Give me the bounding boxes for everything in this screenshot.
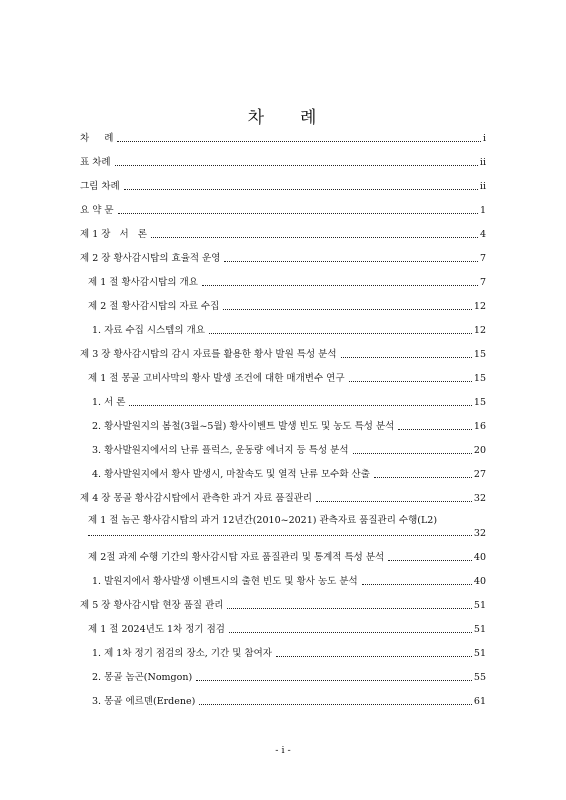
leader-dots [115,163,478,166]
toc-entry[interactable] [80,129,486,145]
toc-entry-label: 3. 몽골 에르덴(Erdene) [92,696,196,707]
toc-entry-label: 제 2절 과제 수행 기간의 황사감시탑 자료 품질관리 및 통계적 특성 분석 [88,552,385,563]
toc-entry-page: 7 [479,253,486,264]
toc-entry-label: 그림 차례 [80,181,120,192]
toc-entry-page: 27 [473,469,486,480]
toc-entry[interactable] [88,548,486,564]
toc-entry-page: 40 [473,552,486,563]
toc-entry-label: 제 1 절 놈곤 황사감시탑의 과거 12년간(2010~2021) 관측자료 품질관리 수행(L2) [88,515,438,526]
leader-dots [117,139,481,142]
toc-entry[interactable] [80,596,486,612]
leader-dots [349,379,472,382]
toc-title [0,103,566,128]
toc-entry-label: 1. 발원지에서 황사발생 이벤트시의 출현 빈도 및 황사 농도 분석 [92,576,358,587]
leader-dots [209,331,472,334]
toc-entry-page: 15 [473,373,486,384]
toc-entry[interactable] [88,369,486,385]
toc-entry-label: 1. 자료 수집 시스템의 개요 [92,325,205,336]
leader-dots [388,558,472,561]
toc-entry-label: 제 1 절 2024년도 1차 정기 점검 [88,624,225,635]
toc-entry-label: 제 2 절 황사감시탑의 자료 수집 [88,301,220,312]
leader-dots [362,582,472,585]
toc-entry[interactable] [92,572,486,588]
toc-entry-label: 차 례 [80,133,114,144]
leader-dots [196,678,472,681]
toc-entry-label: 4. 황사발원지에서 황사 발생시, 마찰속도 및 열적 난류 모수화 산출 [92,469,370,480]
toc-entry-page: 4 [479,229,486,240]
toc-entry[interactable] [80,489,486,505]
toc-entry-page: 15 [473,397,486,408]
toc-entry[interactable] [80,249,486,265]
toc-entry[interactable] [92,321,486,337]
toc-entry-label: 제 1 절 몽골 고비사막의 황사 발생 조건에 대한 매개변수 연구 [88,373,345,384]
leader-dots [353,451,472,454]
toc-entry-label: 제 4 장 몽골 황사감시탑에서 관측한 과거 자료 품질관리 [80,493,313,504]
toc-entry-page: 20 [473,445,486,456]
toc-entry-label: 표 차례 [80,157,111,168]
toc-entry-label: 1. 제 1차 정기 점검의 장소, 기간 및 참여자 [92,648,272,659]
leader-dots [276,654,472,657]
toc-entry[interactable] [92,441,486,457]
leader-dots [88,533,472,536]
toc-entry-page: 55 [473,672,486,683]
leader-dots [316,499,472,502]
toc-entry-label: 제 3 장 황사감시탑의 감시 자료를 활용한 황사 발원 특성 분석 [80,349,337,360]
toc-entry-page: 40 [473,576,486,587]
toc-entry-page: 32 [473,528,486,539]
toc-entry[interactable] [92,692,486,708]
toc-title-left: 차 [247,108,266,128]
toc-entry[interactable] [80,225,486,241]
toc-entry[interactable] [80,201,486,217]
toc-entry-page: 61 [473,696,486,707]
toc-entry[interactable] [92,417,486,433]
toc-entry[interactable] [88,273,486,289]
toc-entry[interactable] [88,620,486,636]
leader-dots [151,235,478,238]
toc-entry[interactable] [88,297,486,313]
toc-entry-label: 요 약 문 [80,205,114,216]
toc-entry-page: 1 [479,205,486,216]
toc-entry-label: 제 1 절 황사감시탑의 개요 [88,277,198,288]
leader-dots [124,187,478,190]
leader-dots [229,630,472,633]
leader-dots [224,259,478,262]
toc-entry-label: 2. 몽골 놈곤(Nomgon) [92,672,193,683]
toc-entry-wrapped-second-line[interactable] [88,525,486,539]
leader-dots [341,355,472,358]
toc-entry[interactable] [80,153,486,169]
toc-entry-page: 51 [473,600,486,611]
toc-entry-page: 16 [473,421,486,432]
leader-dots [199,702,472,705]
toc-entry-page: ii [479,181,486,192]
toc-entry-page: 51 [473,624,486,635]
toc-entry-page: 32 [473,493,486,504]
leader-dots [398,427,472,430]
toc-entry-page: ii [479,157,486,168]
toc-entry-page: 12 [473,325,486,336]
toc-entry[interactable] [80,345,486,361]
page-footer-number: - i - [275,745,291,756]
leader-dots [223,307,472,310]
toc-entry-label: 3. 황사발원지에서의 난류 플럭스, 운동량 에너지 등 특성 분석 [92,445,349,456]
leader-dots [202,283,478,286]
toc-entry[interactable] [92,393,486,409]
toc-entry-label: 1. 서 론 [92,397,126,408]
toc-entry-page: 12 [473,301,486,312]
toc-entry-page: i [482,133,486,144]
leader-dots [129,403,471,406]
toc-entry-label: 2. 황사발원지의 봄철(3월~5월) 황사이벤트 발생 빈도 및 농도 특성 분석 [92,421,395,432]
toc-entry[interactable] [92,644,486,660]
toc-entry-label: 제 5 장 황사감시탑 현장 품질 관리 [80,600,224,611]
toc-title-right: 례 [300,108,319,128]
leader-dots [374,475,472,478]
leader-dots [118,211,478,214]
toc-entry-page: 15 [473,349,486,360]
toc-entry[interactable] [80,177,486,193]
leader-dots [227,606,471,609]
toc-entry-label: 제 1 장 서 론 [80,229,147,240]
toc-entry-page: 7 [479,277,486,288]
toc-entry[interactable] [92,668,486,684]
toc-entry-label: 제 2 장 황사감시탑의 효율적 운영 [80,253,221,264]
toc-entry-page: 51 [473,648,486,659]
toc-entry[interactable] [92,465,486,481]
